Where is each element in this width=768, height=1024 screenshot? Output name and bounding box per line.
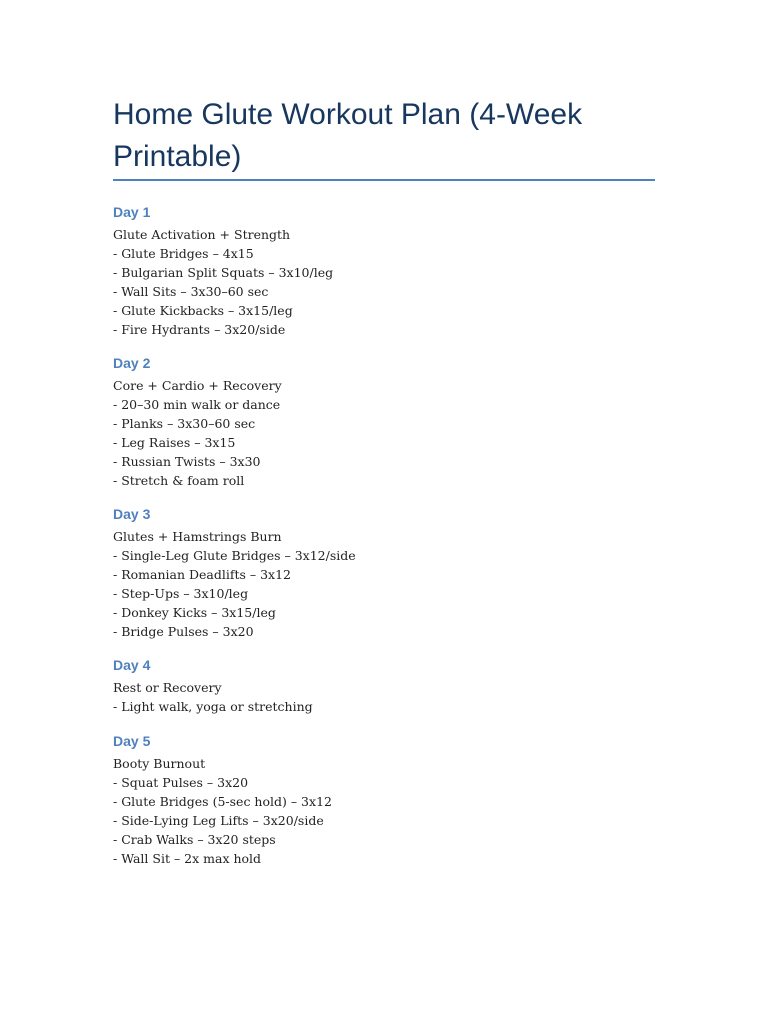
day-exercise-list <box>113 678 673 716</box>
day-section-1 <box>113 201 673 339</box>
day-heading: Day 3 <box>113 506 151 522</box>
exercise-line: - Romanian Deadlifts – 3x12 <box>113 567 292 582</box>
exercise-line: - 20–30 min walk or dance <box>113 397 281 412</box>
day-heading: Day 1 <box>113 204 151 220</box>
day-exercise-list <box>113 754 673 868</box>
day-section-2 <box>113 352 673 490</box>
exercise-line: - Leg Raises – 3x15 <box>113 435 236 450</box>
title-underline <box>113 179 655 181</box>
exercise-line: - Russian Twists – 3x30 <box>113 454 261 469</box>
exercise-line: - Squat Pulses – 3x20 <box>113 775 249 790</box>
exercise-line: - Donkey Kicks – 3x15/leg <box>113 605 276 620</box>
day-focus-line: Core + Cardio + Recovery <box>113 378 282 393</box>
exercise-line: - Single-Leg Glute Bridges – 3x12/side <box>113 548 356 563</box>
day-exercise-list <box>113 225 673 339</box>
day-heading: Day 4 <box>113 657 151 673</box>
day-focus-line: Glutes + Hamstrings Burn <box>113 529 282 544</box>
day-focus-line: Booty Burnout <box>113 756 206 771</box>
exercise-line: - Glute Kickbacks – 3x15/leg <box>113 303 293 318</box>
exercise-line: - Light walk, yoga or stretching <box>113 699 313 714</box>
exercise-line: - Side-Lying Leg Lifts – 3x20/side <box>113 813 324 828</box>
day-focus-line: Rest or Recovery <box>113 680 222 695</box>
day-exercise-list <box>113 376 673 490</box>
exercise-line: - Bridge Pulses – 3x20 <box>113 624 254 639</box>
day-section-4 <box>113 654 673 716</box>
exercise-line: - Crab Walks – 3x20 steps <box>113 832 276 847</box>
exercise-line: - Wall Sits – 3x30–60 sec <box>113 284 269 299</box>
day-section-3 <box>113 503 673 641</box>
exercise-line: - Fire Hydrants – 3x20/side <box>113 322 286 337</box>
day-section-5 <box>113 730 673 868</box>
exercise-line: - Step-Ups – 3x10/leg <box>113 586 249 601</box>
exercise-line: - Stretch & foam roll <box>113 473 245 488</box>
day-heading: Day 5 <box>113 733 151 749</box>
day-focus-line: Glute Activation + Strength <box>113 227 291 242</box>
exercise-line: - Glute Bridges (5-sec hold) – 3x12 <box>113 794 332 809</box>
exercise-line: - Planks – 3x30–60 sec <box>113 416 256 431</box>
day-heading: Day 2 <box>113 355 151 371</box>
exercise-line: - Glute Bridges – 4x15 <box>113 246 254 261</box>
exercise-line: - Wall Sit – 2x max hold <box>113 851 262 866</box>
exercise-line: - Bulgarian Split Squats – 3x10/leg <box>113 265 334 280</box>
day-exercise-list <box>113 527 673 641</box>
document-title: Home Glute Workout Plan (4-Week Printable) <box>113 98 583 173</box>
